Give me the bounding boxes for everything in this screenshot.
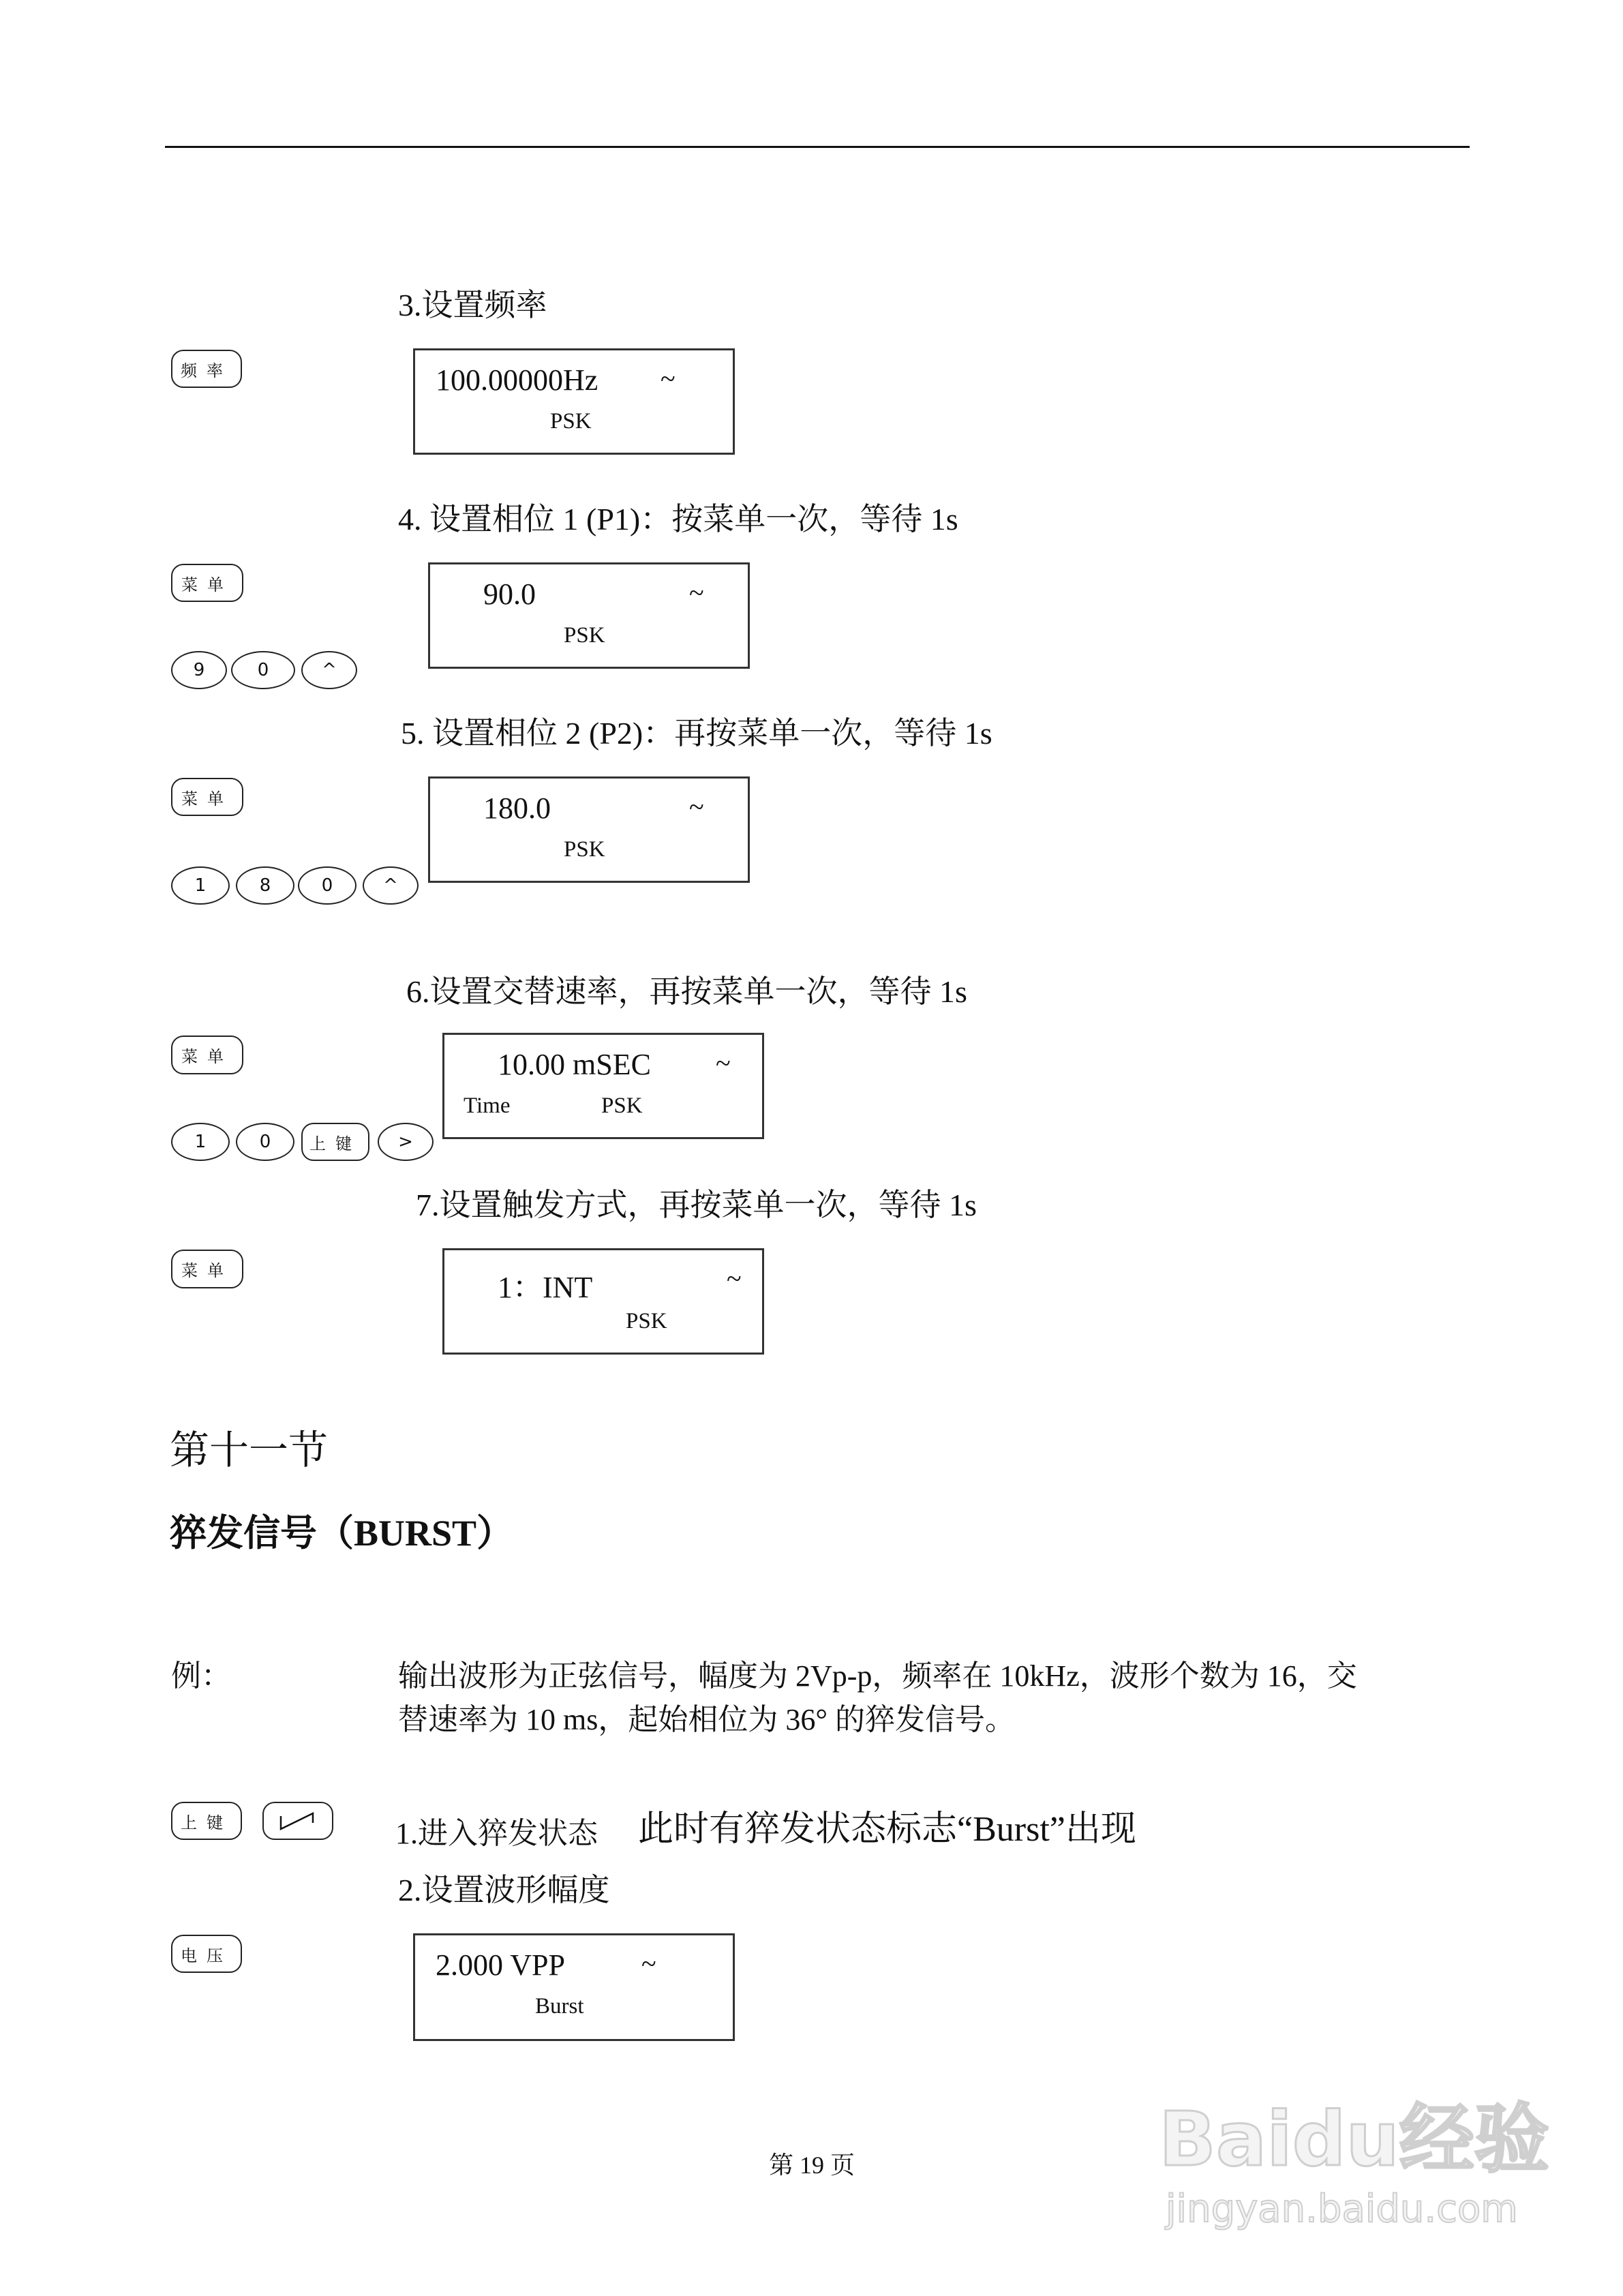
display-value: 90.0: [483, 577, 536, 611]
step-6-text: 6.设置交替速率，再按菜单一次，等待 1s: [406, 974, 967, 1009]
display-mode: PSK: [626, 1309, 667, 1333]
display-mode: PSK: [601, 1093, 643, 1118]
display-value: 2.000 VPP: [436, 1948, 565, 1982]
right-arrow-key: >: [378, 1123, 434, 1161]
display-mode: PSK: [564, 623, 605, 648]
display-mode: PSK: [564, 837, 605, 862]
key-9: 9: [171, 651, 227, 689]
display-value: 180.0: [483, 791, 551, 825]
watermark-brand: Baidu经验: [1159, 2096, 1549, 2183]
sine-indicator: ~: [641, 1948, 656, 1979]
display-label: Time: [464, 1093, 511, 1118]
menu-key: 菜单: [171, 1250, 243, 1288]
up-key: 上键: [171, 1802, 242, 1840]
key-0: 0: [298, 866, 357, 905]
display-frequency: [413, 348, 735, 455]
baidu-watermark: [1159, 2079, 1549, 2231]
key-8: 8: [236, 866, 294, 905]
display-mode: PSK: [550, 409, 592, 434]
header-rule: [165, 146, 1470, 148]
key-1: 1: [171, 866, 230, 905]
burst-step-1-text: 1.进入猝发状态: [395, 1817, 598, 1850]
display-phase-1: [428, 562, 750, 669]
page-number: 第 19 页: [769, 2151, 855, 2179]
display-mode: Burst: [535, 1994, 584, 2019]
voltage-key: 电压: [171, 1935, 242, 1973]
section-number: 第十一节: [170, 1428, 329, 1472]
burst-step-1-note: 此时有猝发状态标志“Burst”出现: [638, 1810, 1136, 1849]
menu-key: 菜单: [171, 778, 243, 816]
display-value: 100.00000Hz: [436, 363, 598, 397]
display-value: 10.00 mSEC: [498, 1048, 651, 1081]
menu-key: 菜单: [171, 1036, 243, 1074]
example-label: 例：: [171, 1659, 231, 1693]
sine-indicator: ~: [689, 791, 704, 822]
display-value: 1：INT: [498, 1271, 593, 1304]
step-7-text: 7.设置触发方式，再按菜单一次，等待 1s: [416, 1188, 977, 1222]
step-3-text: 3.设置频率: [398, 288, 547, 322]
display-phase-2: [428, 776, 750, 883]
caret-up-key: ^: [363, 866, 419, 905]
display-amplitude: [413, 1933, 735, 2041]
sine-indicator: ~: [727, 1263, 742, 1294]
sawtooth-wave-icon: [277, 1811, 318, 1831]
step-4-text: 4. 设置相位 1 (P1)：按菜单一次，等待 1s: [398, 502, 958, 537]
freq-key: 频率: [171, 350, 242, 388]
caret-up-key: ^: [301, 651, 357, 689]
sawtooth-key: [262, 1802, 333, 1840]
step-5-text: 5. 设置相位 2 (P2)：再按菜单一次，等待 1s: [401, 716, 992, 751]
example-line-2: 替速率为 10 ms，起始相位为 36° 的猝发信号。: [398, 1703, 1015, 1736]
example-line-1: 输出波形为正弦信号，幅度为 2Vp-p，频率在 10kHz，波形个数为 16，交: [398, 1659, 1357, 1693]
section-title: 猝发信号（BURST）: [170, 1513, 514, 1554]
up-key: 上键: [301, 1123, 369, 1161]
key-0: 0: [236, 1123, 294, 1161]
sine-indicator: ~: [716, 1048, 731, 1078]
watermark-url: jingyan.baidu.com: [1166, 2187, 1518, 2231]
display-rate: [442, 1033, 764, 1139]
burst-step-2-text: 2.设置波形幅度: [398, 1873, 610, 1907]
key-0: 0: [231, 651, 295, 689]
display-trigger: [442, 1248, 764, 1355]
menu-key: 菜单: [171, 564, 243, 602]
sine-indicator: ~: [689, 577, 704, 608]
key-1: 1: [171, 1123, 230, 1161]
sine-indicator: ~: [661, 363, 676, 394]
